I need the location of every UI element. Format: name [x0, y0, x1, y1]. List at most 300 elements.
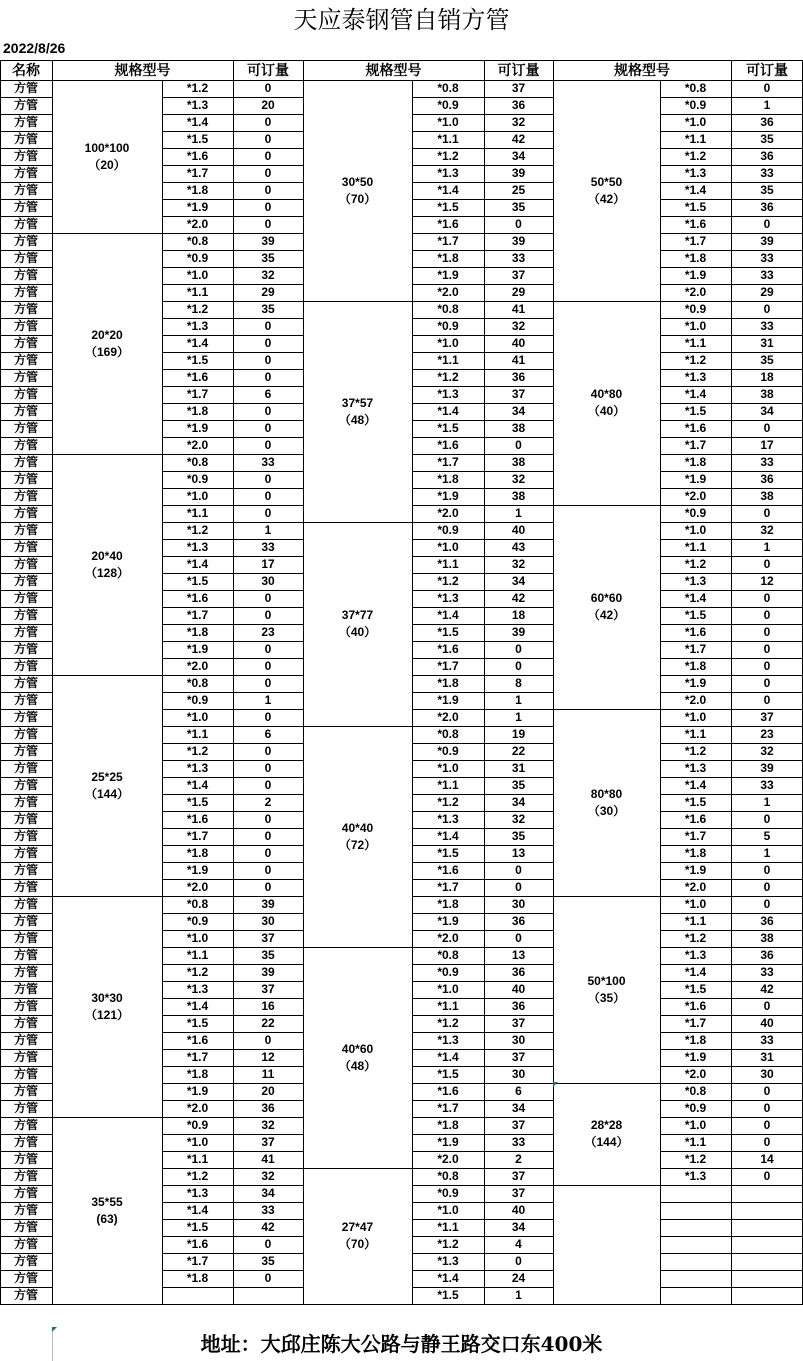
qty-cell: 11 — [261, 1067, 275, 1081]
thickness-cell: *1.4 — [186, 1203, 209, 1217]
qty-cell: 0 — [264, 404, 272, 418]
qty-cell: 1 — [515, 710, 522, 724]
qty-cell: 0 — [515, 931, 522, 945]
thickness-cell: *1.0 — [186, 710, 209, 724]
thickness-cell: *1.2 — [186, 523, 209, 537]
qty-cell: 33 — [760, 1033, 774, 1047]
thickness-cell: *1.4 — [684, 778, 707, 792]
qty-cell: 6 — [264, 727, 272, 741]
row-name: 方管 — [13, 659, 38, 673]
qty-cell: 32 — [261, 1118, 275, 1132]
thickness-cell: *1.6 — [437, 438, 459, 452]
grid-line — [731, 60, 732, 1305]
qty-cell: 0 — [763, 217, 771, 231]
grid-line — [0, 1032, 53, 1033]
grid-line — [0, 981, 53, 982]
row-name: 方管 — [13, 149, 38, 163]
row-name: 方管 — [13, 761, 38, 775]
thickness-cell: *1.2 — [684, 557, 707, 571]
thickness-cell: *1.7 — [186, 608, 209, 622]
thickness-cell: *1.4 — [437, 404, 459, 418]
qty-cell: 0 — [763, 608, 771, 622]
thickness-cell: *1.2 — [684, 353, 707, 367]
grid-line — [0, 641, 53, 642]
thickness-cell: *0.9 — [684, 506, 707, 520]
qty-cell: 17 — [261, 557, 275, 571]
grid-line — [412, 114, 554, 115]
grid-line — [412, 471, 554, 472]
grid-line — [0, 658, 53, 659]
grid-line — [0, 1185, 53, 1186]
thickness-cell: *1.9 — [186, 421, 209, 435]
grid-line — [0, 335, 53, 336]
qty-cell: 36 — [511, 914, 526, 928]
qty-cell: 0 — [763, 676, 771, 690]
thickness-cell: *1.9 — [186, 642, 209, 656]
grid-line — [412, 420, 554, 421]
grid-line — [0, 60, 1, 1305]
thickness-cell — [660, 1219, 731, 1236]
grid-line — [0, 369, 53, 370]
thickness-cell: *1.7 — [684, 1016, 707, 1030]
grid-line — [0, 165, 53, 166]
qty-cell: 25 — [511, 183, 526, 197]
thickness-cell — [660, 1202, 731, 1219]
thickness-cell: *1.5 — [684, 200, 707, 214]
thickness-cell: *1.6 — [186, 149, 209, 163]
qty-cell: 33 — [760, 965, 774, 979]
thickness-cell: *0.8 — [437, 727, 459, 741]
row-name: 方管 — [13, 591, 38, 605]
grid-line — [412, 896, 554, 897]
grid-line — [0, 675, 53, 676]
thickness-cell: *0.8 — [684, 81, 707, 95]
qty-cell: 0 — [264, 761, 272, 775]
thickness-cell: *2.0 — [437, 285, 459, 299]
row-name: 方管 — [13, 506, 38, 520]
row-name: 方管 — [13, 676, 38, 690]
thickness-cell: *1.8 — [437, 251, 459, 265]
row-name: 方管 — [13, 1186, 38, 1200]
thickness-cell: *0.9 — [437, 744, 459, 758]
qty-cell: 38 — [511, 489, 526, 503]
qty-cell: 40 — [511, 982, 526, 996]
qty-cell: 42 — [511, 132, 526, 146]
qty-cell: 34 — [511, 1101, 526, 1115]
row-name: 方管 — [13, 829, 38, 843]
qty-cell: 35 — [511, 778, 526, 792]
thickness-cell: *1.0 — [186, 489, 209, 503]
thickness-cell: *1.2 — [437, 1016, 459, 1030]
grid-line — [0, 233, 53, 234]
qty-cell: 1 — [763, 98, 771, 112]
thickness-cell: *1.9 — [684, 1050, 707, 1064]
qty-cell: 39 — [261, 897, 275, 911]
thickness-cell: *1.4 — [684, 387, 707, 401]
thickness-cell: *1.1 — [684, 540, 707, 554]
thickness-cell: *1.3 — [684, 370, 707, 384]
grid-line — [0, 573, 53, 574]
thickness-cell: *1.8 — [186, 183, 209, 197]
spec-group-label: 40*60 （48） — [338, 1041, 377, 1073]
thickness-cell: *1.6 — [684, 217, 707, 231]
thickness-cell: *0.9 — [186, 914, 209, 928]
thickness-cell: *1.6 — [186, 370, 209, 384]
thickness-cell: *1.1 — [437, 778, 459, 792]
spec-group-label: 60*60 （42） — [587, 591, 626, 622]
thickness-cell: *1.5 — [437, 625, 459, 639]
thickness-cell: *1.7 — [437, 659, 459, 673]
qty-cell: 41 — [261, 1152, 275, 1166]
thickness-cell: *1.5 — [186, 1220, 209, 1234]
thickness-cell: *1.5 — [437, 421, 459, 435]
qty-cell: 39 — [760, 761, 774, 775]
grid-line — [412, 1236, 554, 1237]
qty-cell: 43 — [511, 540, 526, 554]
thickness-cell: *1.8 — [684, 659, 707, 673]
qty-cell: 37 — [511, 1169, 526, 1183]
thickness-cell: *1.2 — [684, 931, 707, 945]
qty-cell: 33 — [261, 1203, 275, 1217]
spec-group-label: 20*20 （169） — [84, 327, 130, 359]
qty-cell: 0 — [264, 319, 272, 333]
thickness-cell: *0.8 — [186, 676, 209, 690]
qty-cell: 0 — [515, 863, 522, 877]
thickness-cell: *1.8 — [186, 1067, 209, 1081]
cell-comment-marker — [553, 1082, 558, 1087]
row-name: 方管 — [13, 574, 38, 588]
thickness-cell: *1.0 — [186, 1135, 209, 1149]
thickness-cell: *1.7 — [437, 455, 459, 469]
row-name: 方管 — [13, 455, 38, 469]
qty-cell: 0 — [763, 421, 771, 435]
qty-cell: 14 — [760, 1152, 774, 1166]
qty-cell: 30 — [760, 1067, 774, 1081]
qty-cell: 0 — [515, 438, 522, 452]
qty-cell: 0 — [264, 710, 272, 724]
qty-cell: 0 — [264, 642, 272, 656]
qty-cell: 30 — [511, 1033, 526, 1047]
grid-line — [412, 369, 554, 370]
thickness-cell: *1.6 — [186, 591, 209, 605]
qty-cell: 35 — [261, 251, 275, 265]
qty-cell: 0 — [264, 1271, 272, 1285]
qty-cell: 1 — [515, 693, 522, 707]
qty-cell: 33 — [261, 540, 275, 554]
thickness-cell: *1.7 — [684, 438, 707, 452]
grid-line — [412, 1066, 554, 1067]
qty-cell: 0 — [264, 1033, 272, 1047]
grid-line — [0, 488, 53, 489]
thickness-cell: *2.0 — [186, 880, 209, 894]
row-name: 方管 — [13, 166, 38, 180]
grid-line — [412, 777, 554, 778]
grid-line — [0, 624, 53, 625]
qty-cell: 2 — [515, 1152, 522, 1166]
grid-line — [0, 539, 53, 540]
thickness-cell: *1.4 — [437, 608, 459, 622]
row-name: 方管 — [13, 132, 38, 146]
grid-line — [0, 437, 53, 438]
thickness-cell: *1.4 — [684, 591, 707, 605]
row-name: 方管 — [13, 489, 38, 503]
thickness-cell: *1.9 — [437, 1135, 459, 1149]
thickness-cell: *1.7 — [684, 642, 707, 656]
qty-cell: 36 — [760, 149, 774, 163]
qty-cell: 37 — [511, 268, 526, 282]
thickness-cell: *1.7 — [684, 829, 707, 843]
qty-cell: 30 — [261, 914, 275, 928]
row-name: 方管 — [13, 404, 38, 418]
row-name: 方管 — [13, 1254, 38, 1268]
grid-line — [412, 998, 554, 999]
thickness-cell: *1.2 — [186, 744, 209, 758]
thickness-cell: *1.8 — [437, 676, 459, 690]
grid-line — [0, 318, 53, 319]
qty-cell: 0 — [264, 608, 272, 622]
spec-group-label: 50*50 （42） — [587, 174, 626, 206]
thickness-cell: *1.6 — [684, 812, 707, 826]
grid-line — [412, 250, 554, 251]
thickness-cell: *0.9 — [437, 319, 459, 333]
qty-cell: 32 — [261, 268, 275, 282]
grid-line — [0, 1117, 53, 1118]
thickness-cell: *1.3 — [437, 1254, 459, 1268]
thickness-cell: *0.9 — [437, 98, 459, 112]
thickness-cell: *1.2 — [186, 1169, 209, 1183]
row-name: 方管 — [13, 472, 38, 486]
qty-cell: 0 — [264, 591, 272, 605]
thickness-cell: *1.1 — [186, 727, 209, 741]
qty-cell: 34 — [511, 795, 526, 809]
grid-line — [412, 743, 554, 744]
row-name: 方管 — [13, 1288, 38, 1302]
thickness-cell: *1.7 — [186, 1254, 209, 1268]
row-name: 方管 — [13, 523, 38, 537]
thickness-cell: *2.0 — [186, 1101, 209, 1115]
qty-cell: 42 — [511, 591, 526, 605]
thickness-cell: *1.8 — [186, 1271, 209, 1285]
thickness-cell: *1.3 — [684, 166, 707, 180]
row-name: 方管 — [13, 744, 38, 758]
thickness-cell: *1.6 — [437, 1084, 459, 1098]
thickness-cell: *2.0 — [684, 693, 707, 707]
row-name: 方管 — [13, 1050, 38, 1064]
thickness-cell: *1.1 — [684, 1135, 707, 1149]
header-qty: 可订量 — [746, 62, 788, 78]
thickness-cell: *1.6 — [437, 217, 459, 231]
thickness-cell: *1.7 — [186, 829, 209, 843]
row-name: 方管 — [13, 880, 38, 894]
thickness-cell: *2.0 — [186, 438, 209, 452]
qty-cell: 0 — [515, 642, 522, 656]
thickness-cell: *1.5 — [186, 795, 209, 809]
qty-cell: 35 — [261, 302, 275, 316]
qty-cell: 0 — [264, 1237, 272, 1251]
grid-line — [412, 199, 554, 200]
spec-group-label: 30*30 （121） — [84, 990, 130, 1022]
grid-line — [0, 743, 53, 744]
thickness-cell: *1.1 — [437, 557, 459, 571]
row-name: 方管 — [13, 285, 38, 299]
thickness-cell: *0.9 — [186, 1118, 209, 1132]
qty-cell: 39 — [511, 625, 526, 639]
qty-cell: 1 — [515, 1288, 522, 1302]
grid-line — [660, 80, 661, 1305]
thickness-cell: *1.3 — [684, 948, 707, 962]
qty-cell: 33 — [760, 455, 774, 469]
grid-line — [412, 148, 554, 149]
spec-group-label: 40*40 （72） — [338, 820, 377, 852]
grid-line — [412, 760, 554, 761]
grid-line — [0, 794, 53, 795]
spec-group-label: 80*80 （30） — [587, 786, 626, 818]
thickness-cell: *1.3 — [186, 319, 209, 333]
header-spec: 规格型号 — [365, 62, 422, 78]
thickness-cell: *1.1 — [437, 999, 459, 1013]
thickness-cell: *1.1 — [684, 727, 707, 741]
thickness-cell: *1.2 — [437, 795, 459, 809]
row-name: 方管 — [13, 1152, 38, 1166]
thickness-cell: *1.9 — [684, 863, 707, 877]
qty-cell: 36 — [511, 999, 526, 1013]
row-name: 方管 — [13, 1271, 38, 1285]
qty-cell: 34 — [760, 404, 774, 418]
row-name: 方管 — [13, 115, 38, 129]
qty-cell: 37 — [261, 931, 275, 945]
qty-cell: 0 — [763, 1135, 771, 1149]
thickness-cell: *1.4 — [186, 336, 209, 350]
thickness-cell: *1.2 — [437, 149, 459, 163]
thickness-cell: *1.5 — [684, 608, 707, 622]
qty-cell: 34 — [511, 1220, 526, 1234]
row-name: 方管 — [13, 778, 38, 792]
thickness-cell: *1.1 — [684, 914, 707, 928]
thickness-cell: *2.0 — [437, 506, 459, 520]
row-name: 方管 — [13, 183, 38, 197]
grid-line — [412, 505, 554, 506]
qty-cell: 18 — [760, 370, 774, 384]
qty-cell: 33 — [760, 778, 774, 792]
row-name: 方管 — [13, 557, 38, 571]
header-qty: 可订量 — [497, 62, 540, 78]
thickness-cell: *1.6 — [186, 1237, 209, 1251]
qty-cell: 31 — [760, 1050, 774, 1064]
qty-cell: 0 — [515, 880, 522, 894]
qty-cell: 35 — [760, 183, 774, 197]
grid-line — [412, 1253, 554, 1254]
thickness-cell: *1.9 — [684, 472, 707, 486]
thickness-cell: *1.4 — [437, 1050, 459, 1064]
grid-line — [412, 97, 554, 98]
grid-line — [412, 556, 554, 557]
thickness-cell: *1.8 — [437, 472, 459, 486]
thickness-cell: *1.0 — [186, 268, 209, 282]
thickness-cell: *2.0 — [684, 489, 707, 503]
grid-line — [412, 828, 554, 829]
thickness-cell — [660, 1236, 731, 1253]
qty-cell: 24 — [511, 1271, 526, 1285]
qty-cell: 29 — [760, 285, 774, 299]
row-name: 方管 — [13, 540, 38, 554]
grid-line — [0, 267, 53, 268]
row-name: 方管 — [13, 1033, 38, 1047]
grid-line — [0, 216, 53, 217]
qty-cell: 33 — [261, 455, 275, 469]
qty-cell: 36 — [511, 98, 526, 112]
grid-line — [412, 386, 554, 387]
row-name: 方管 — [13, 81, 38, 95]
thickness-cell: *1.1 — [186, 506, 209, 520]
grid-line — [0, 1049, 53, 1050]
thickness-cell: *1.5 — [684, 795, 707, 809]
thickness-cell: *0.8 — [437, 302, 459, 316]
grid-line — [412, 573, 554, 574]
qty-cell: 0 — [264, 183, 272, 197]
thickness-cell: *1.0 — [437, 761, 459, 775]
qty-cell: 39 — [511, 166, 526, 180]
row-name: 方管 — [13, 353, 38, 367]
qty-cell: 0 — [763, 999, 771, 1013]
thickness-cell: *0.9 — [684, 98, 707, 112]
row-name: 方管 — [13, 642, 38, 656]
thickness-cell: *1.1 — [437, 353, 459, 367]
grid-line — [0, 709, 53, 710]
qty-cell: 31 — [511, 761, 526, 775]
grid-line — [0, 998, 53, 999]
qty-cell: 30 — [511, 897, 526, 911]
thickness-cell: *1.0 — [684, 523, 707, 537]
grid-line — [0, 947, 53, 948]
qty-cell: 20 — [261, 1084, 275, 1098]
qty-cell: 32 — [511, 557, 526, 571]
thickness-cell: *1.4 — [437, 829, 459, 843]
thickness-cell: *1.0 — [437, 982, 459, 996]
qty-cell: 0 — [264, 659, 272, 673]
spec-group-label: 37*57 （48） — [338, 395, 377, 427]
thickness-cell: *1.1 — [437, 1220, 459, 1234]
qty-cell: 41 — [511, 353, 526, 367]
row-name: 方管 — [13, 914, 38, 928]
qty-cell: 0 — [264, 489, 272, 503]
thickness-cell: *1.1 — [186, 285, 209, 299]
grid-line — [412, 318, 554, 319]
qty-cell: 0 — [763, 625, 771, 639]
qty-cell: 32 — [261, 1169, 275, 1183]
thickness-cell: *1.5 — [684, 404, 707, 418]
grid-line — [412, 692, 554, 693]
qty-cell: 29 — [511, 285, 526, 299]
grid-line — [412, 1083, 554, 1084]
grid-line — [0, 284, 53, 285]
grid-line — [484, 60, 485, 1305]
grid-line — [0, 556, 53, 557]
qty-cell: 40 — [511, 1203, 526, 1217]
qty-cell: 37 — [511, 1186, 526, 1200]
grid-line — [412, 1134, 554, 1135]
grid-line — [0, 80, 803, 81]
qty-cell: 0 — [264, 812, 272, 826]
qty-cell: 0 — [763, 1118, 771, 1132]
grid-line — [412, 165, 554, 166]
qty-cell: 0 — [515, 1254, 522, 1268]
grid-line — [162, 80, 163, 1305]
grid-line — [0, 607, 53, 608]
thickness-cell: *1.9 — [437, 693, 459, 707]
qty-cell: 39 — [511, 234, 526, 248]
grid-line — [0, 1219, 53, 1220]
qty-cell: 36 — [760, 914, 774, 928]
